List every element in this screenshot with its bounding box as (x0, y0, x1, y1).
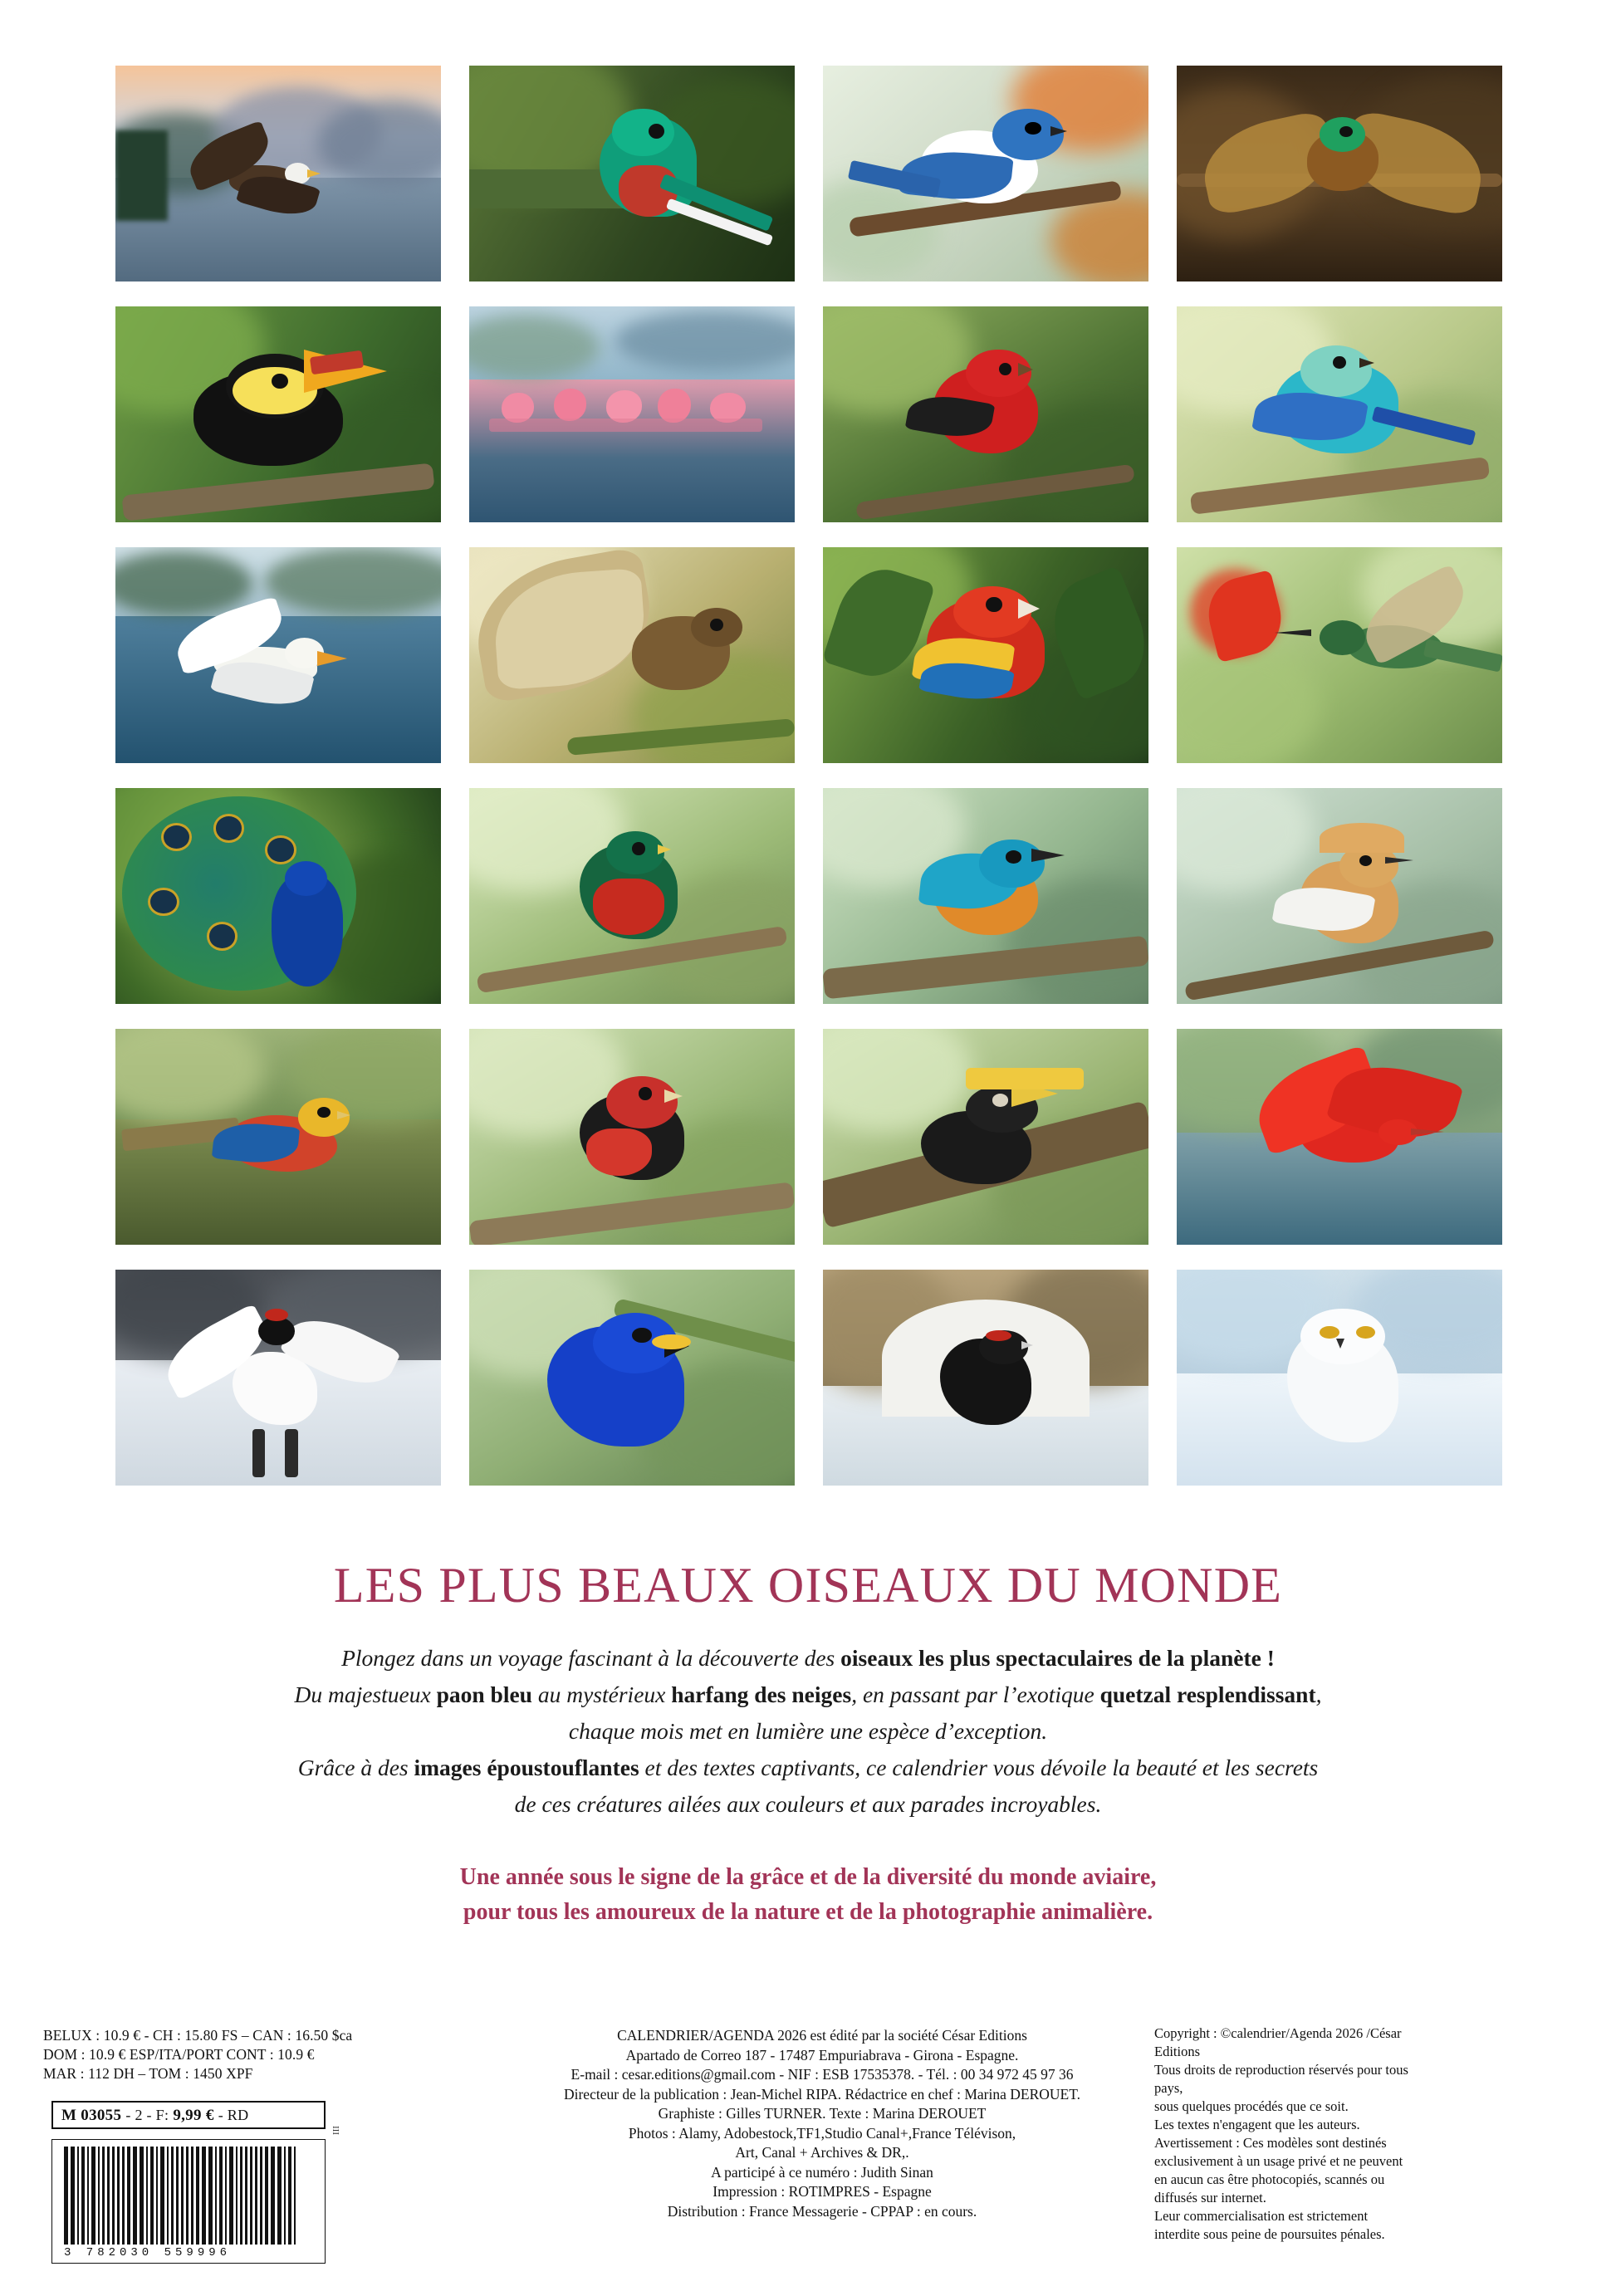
price-list (43, 2026, 475, 2083)
page-title: LES PLUS BEAUX OISEAUX DU MONDE (333, 1558, 1283, 1613)
photo-great-hornbill (822, 1028, 1149, 1246)
price-line: BELUX : 10.9 € - CH : 15.80 FS – CAN : 16.50 $ca (43, 2027, 353, 2044)
photo-red-crowned-crane-dancing (115, 1269, 442, 1486)
copyright-line: en aucun cas être photocopiés, scannés ou (1154, 2171, 1385, 2187)
photo-keel-billed-toucan (115, 306, 442, 523)
publisher-line: Distribution : France Messagerie - CPPAP : en cours. (667, 2202, 977, 2220)
photo-scarlet-ibis (1176, 1028, 1503, 1246)
price-issue: - 2 - F: (125, 2107, 169, 2123)
publisher-info (531, 2026, 1113, 2221)
photo-red-headed-barbet (468, 1028, 796, 1246)
photo-indian-peacock (115, 787, 442, 1005)
price-code: M 03055 (61, 2107, 122, 2124)
copyright-line: Avertissement : Ces modèles sont destinés (1154, 2135, 1387, 2151)
photo-blue-jay (822, 65, 1149, 282)
copyright-line: Les textes n'engagent que les auteurs. (1154, 2117, 1360, 2132)
copyright-line: Leur commercialisation est strictement (1154, 2208, 1369, 2224)
copyright-line: exclusivement à un usage privé et ne peuvent (1154, 2153, 1403, 2169)
photo-golden-pheasant (115, 1028, 442, 1246)
price-line: DOM : 10.9 € ESP/ITA/PORT CONT : 10.9 € (43, 2046, 315, 2063)
photo-scarlet-macaw (822, 546, 1149, 764)
photo-common-kingfisher (822, 787, 1149, 1005)
blurb-line: chaque mois met en lumière une espèce d’exception. (568, 1718, 1048, 1744)
photo-grid (115, 65, 1503, 1486)
photo-flamingo-flock (468, 306, 796, 523)
copyright-line: sous quelques procédés que ce soit. (1154, 2098, 1349, 2114)
photo-bald-eagle-over-lake (115, 65, 442, 282)
price-line: MAR : 112 DH – TOM : 1450 XPF (43, 2065, 253, 2082)
tagline-line: pour tous les amoureux de la nature et de la photographie animalière. (463, 1899, 1153, 1925)
publisher-line: Impression : ROTIMPRES - Espagne (713, 2183, 932, 2200)
copyright-line: interdite sous peine de poursuites pénales. (1154, 2226, 1385, 2242)
photo-bird-of-paradise-display (1176, 65, 1503, 282)
intro-blurb (141, 1640, 1475, 1823)
price-suffix: - RD (218, 2107, 249, 2123)
barcode-bars (64, 2147, 298, 2245)
barcode-digits: 3 782030 559996 (64, 2246, 232, 2259)
blurb-line: Plongez dans un voyage fascinant à la découverte des oiseaux les plus spectaculaires de la planète ! (341, 1645, 1275, 1671)
photo-hyacinth-macaw (468, 1269, 796, 1486)
photo-snowy-owl (1176, 1269, 1503, 1486)
photo-black-grouse-display (822, 1269, 1149, 1486)
photo-hoopoe (1176, 787, 1503, 1005)
blurb-line: de ces créatures ailées aux couleurs et aux parades incroyables. (514, 1791, 1102, 1817)
copyright-line: Tous droits de reproduction réservés pour tous pays, (1154, 2062, 1408, 2096)
publisher-line: CALENDRIER/AGENDA 2026 est édité par la société César Editions (617, 2027, 1027, 2044)
tagline-line: Une année sous le signe de la grâce et de la diversité du monde aviaire, (459, 1864, 1157, 1890)
blurb-line: Du majestueux paon bleu au mystérieux harfang des neiges, en passant par l’exotique quetzal resplendissant, (294, 1682, 1322, 1707)
publisher-line: E-mail : cesar.editions@gmail.com - NIF : ESB 17535378. - Tél. : 00 34 972 45 97 36 (570, 2066, 1074, 2083)
publisher-line: Apartado de Correo 187 - 17487 Empuriabrava - Girona - Espagne. (625, 2046, 1019, 2063)
photo-lilac-breasted-roller (1176, 306, 1503, 523)
copyright-info (1154, 2024, 1428, 2244)
publisher-line: Art, Canal + Archives & DR,. (735, 2144, 909, 2161)
price-value: 9,99 € (173, 2107, 214, 2124)
publisher-line: Graphiste : Gilles TURNER. Texte : Marina DEROUET (658, 2105, 987, 2122)
photo-trogon-on-branch (468, 787, 796, 1005)
publisher-line: Directeur de la publication : Jean-Michel RIPA. Rédactrice en chef : Marina DEROUET. (563, 2085, 1080, 2103)
blurb-line: Grâce à des images époustouflantes et des textes captivants, ce calendrier vous dévoile la beauté et les secrets (297, 1755, 1319, 1780)
photo-resplendent-quetzal (468, 65, 796, 282)
photo-pelican-landing-on-water (115, 546, 442, 764)
photo-hummingbird-at-flower (1176, 546, 1503, 764)
barcode (51, 2139, 326, 2264)
photo-hoatzin-fanned-tail (468, 546, 796, 764)
copyright-line: diffusés sur internet. (1154, 2190, 1266, 2205)
copyright-line: Copyright : ©calendrier/Agenda 2026 /César Editions (1154, 2025, 1402, 2059)
photo-scarlet-tanager (822, 306, 1149, 523)
publisher-line: Photos : Alamy, Adobestock,TF1,Studio Canal+,France Télévison, (628, 2124, 1016, 2142)
barcode-side-text: III (331, 2126, 340, 2135)
tagline (141, 1860, 1475, 1930)
publisher-line: A participé à ce numéro : Judith Sinan (711, 2163, 933, 2181)
price-code-box (51, 2101, 326, 2129)
